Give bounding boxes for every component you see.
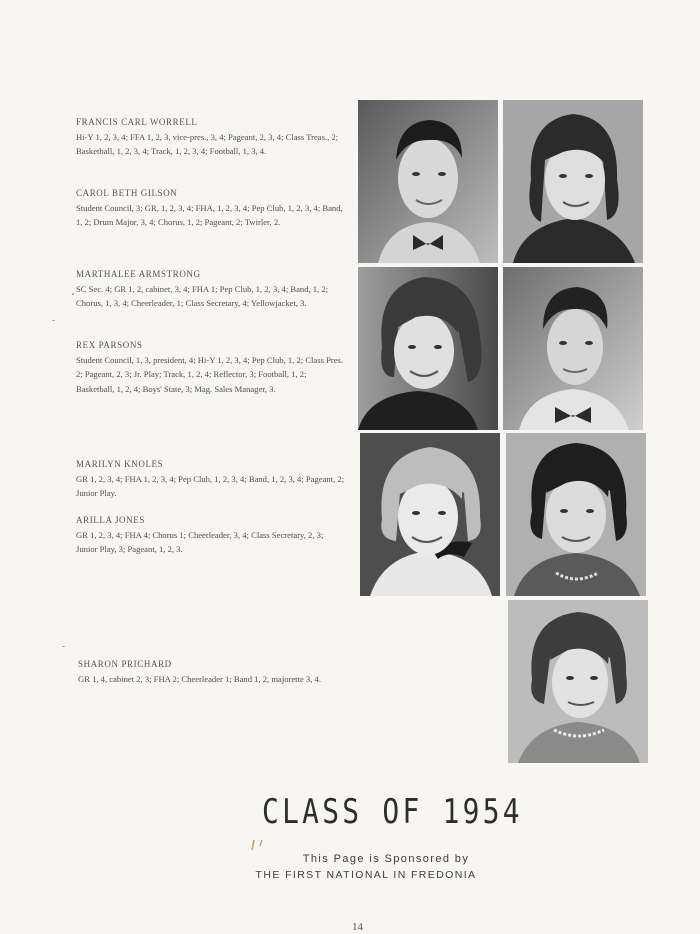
student-name: FRANCIS CARL WORRELL (76, 117, 198, 127)
portrait-photo-jones (506, 433, 646, 596)
student-activities: Student Council, 1, 3, president, 4; Hi-Y 1, 2, 3, 4; Pep Club, 1, 2; Class Pres. 2; Pageant, 2, 3; Jr. Play; Track, 1, 2, 4; Reflector, 3; Football, 1, 2; Basketball, 1, 2, 4; Boys' State, 3; Mag. Sales Manager, 3. (76, 355, 344, 394)
page-number: 14 (352, 921, 363, 933)
student-entry-worrell (76, 117, 346, 159)
student-activities: Student Council, 3; GR, 1, 2, 3, 4; FHA, 1, 2, 3, 4; Pep Club, 1, 2, 3, 4; Band, 1, 2; Drum Major, 3, 4; Chorus, 1, 2; Pageant, 2; Twirler, 2. (76, 203, 343, 228)
student-activities: Hi-Y 1, 2, 3, 4; FFA 1, 2, 3, vice-pres., 3, 4; Pageant, 2, 3, 4; Class Treas., 2; Basketball, 1, 2, 3, 4; Track, 1, 2, 3, 4; Football, 1, 3, 4. (76, 132, 339, 157)
student-name: SHARON PRICHARD (78, 659, 172, 669)
student-name: REX PARSONS (76, 340, 143, 350)
student-entry-gilson (76, 188, 346, 230)
paper-speck (72, 293, 74, 295)
student-name: CAROL BETH GILSON (76, 188, 178, 198)
paper-speck (52, 320, 55, 321)
student-entry-parsons (76, 340, 346, 396)
sponsor-line-2: THE FIRST NATIONAL IN FREDONIA (255, 869, 477, 881)
student-activities: SC Sec. 4; GR 1, 2, cabinet, 3, 4; FHA 1; Pep Club, 1, 2, 3, 4; Band, 1, 2; Chorus, 1, 3, 4; Cheerleader, 1; Class Secretary, 4; Yellowjacket, 3. (76, 284, 329, 309)
portrait-photo-knoles (360, 433, 500, 596)
student-activities: GR 1, 2, 3, 4; FHA 4; Chorus 1; Cheerleader, 3, 4; Class Secretary, 2, 3; Junior Play, 3; Pageant, 1, 2, 3. (76, 530, 324, 555)
student-entry-jones (76, 515, 346, 557)
student-name: ARILLA JONES (76, 515, 145, 525)
pencil-mark-icon (250, 838, 270, 852)
paper-speck (62, 646, 65, 647)
student-entry-knoles (76, 459, 346, 501)
portrait-photo-worrell (358, 100, 498, 263)
student-name: MARILYN KNOLES (76, 459, 164, 469)
student-activities: GR 1, 2, 3, 4; FHA 1, 2, 3, 4; Pep Club, 1, 2, 3, 4; Band, 1, 2, 3, 4; Pageant, 2; Junior Play. (76, 474, 345, 499)
portrait-photo-parsons (503, 267, 643, 430)
sponsor-line-1: This Page is Sponsored by (302, 853, 470, 865)
portrait-photo-armstrong (358, 267, 498, 430)
class-title: CLASS OF 1954 (262, 792, 523, 832)
portrait-photo-prichard (508, 600, 648, 763)
portrait-photo-gilson (503, 100, 643, 263)
student-entry-armstrong (76, 269, 346, 311)
student-activities: GR 1, 4, cabinet 2, 3; FHA 2; Cheerleader 1; Band 1, 2, majorette 3, 4. (78, 674, 321, 684)
student-entry-prichard (78, 659, 348, 686)
student-name: MARTHALEE ARMSTRONG (76, 269, 201, 279)
